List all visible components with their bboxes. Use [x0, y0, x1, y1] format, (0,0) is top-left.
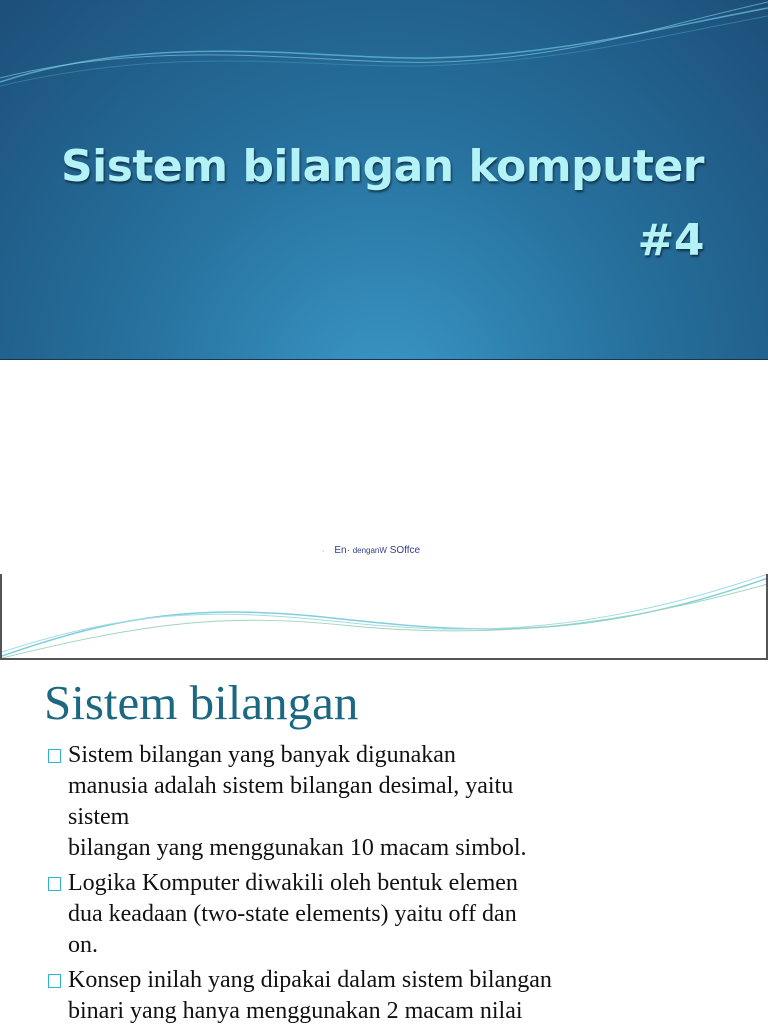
bullet-line: on.: [68, 932, 98, 958]
bullet-line: bilangan yang menggunakan 10 macam simbol.: [68, 835, 527, 861]
watermark-dot: ·: [322, 548, 325, 555]
bullet-box-icon: [48, 749, 61, 763]
title-slide: [0, 0, 768, 360]
bullet-line: Sistem bilangan yang banyak digunakan: [68, 742, 456, 768]
watermark-part3: SOffce: [389, 545, 421, 556]
bullet-item: [44, 740, 744, 864]
slide-title-line1: Sistem bilangan komputer: [60, 141, 704, 192]
bullet-item: [44, 965, 744, 1027]
watermark-part2: denganW: [352, 546, 387, 555]
bullet-box-icon: [48, 974, 61, 988]
bullet-line: dua keadaan (two-state elements) yaitu off dan: [68, 901, 517, 927]
slide-title-line2: #4: [637, 215, 704, 266]
bullet-list: [44, 740, 744, 1031]
watermark-text: [322, 545, 420, 556]
slide-title: [0, 130, 704, 278]
bullet-line: binari yang hanya menggunakan 2 macam nilai: [68, 998, 523, 1024]
content-slide-heading: Sistem bilangan: [44, 675, 359, 730]
content-slide-header-band: [0, 574, 768, 660]
band-wave-decoration: [2, 574, 768, 660]
bullet-line: Logika Komputer diwakili oleh bentuk elemen: [68, 870, 518, 896]
bullet-line: sistem: [68, 804, 130, 830]
bullet-box-icon: [48, 877, 61, 891]
watermark-part1: En·: [334, 545, 350, 556]
bullet-item: [44, 868, 744, 961]
bullet-line: Konsep inilah yang dipakai dalam sistem bilangan: [68, 967, 552, 993]
bullet-line: manusia adalah sistem bilangan desimal, yaitu: [68, 773, 514, 799]
